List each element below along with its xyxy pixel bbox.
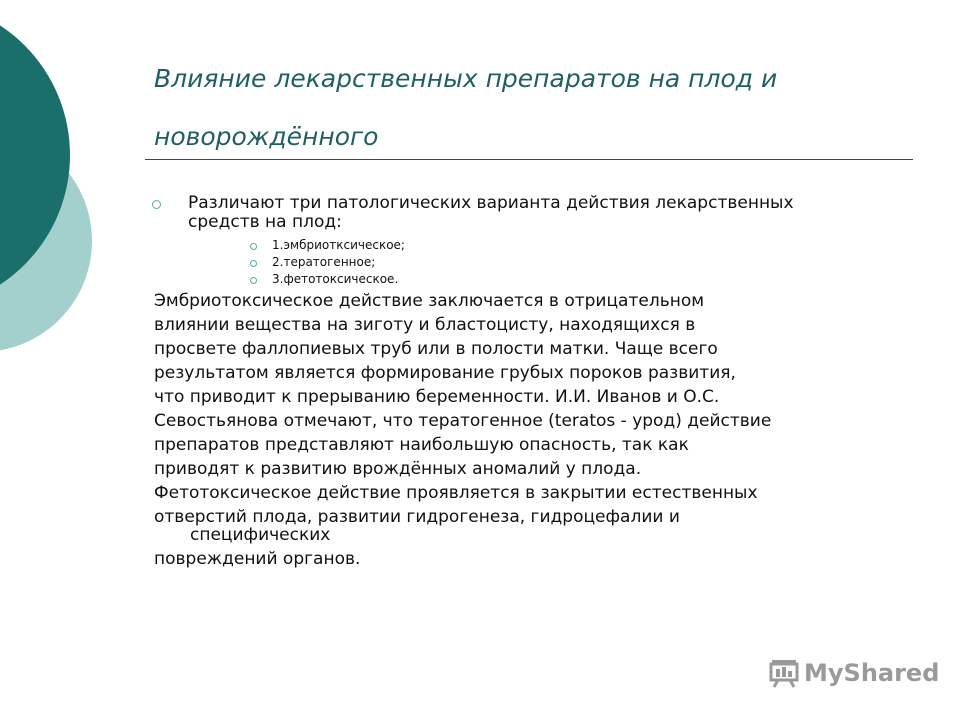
body-line: результатом является формирование грубых пороков развития,	[154, 363, 736, 383]
watermark-text: MyShared	[804, 659, 940, 687]
title-divider	[145, 159, 913, 160]
body-line: влиянии вещества на зиготу и бластоцисту, находящихся в	[154, 315, 696, 335]
body-line: что приводит к прерыванию беременности. И.И. Иванов и О.С.	[154, 387, 720, 407]
bullet-line-1: Различают три патологических варианта действия лекарственных	[188, 193, 794, 213]
body-line: отверстий плода, развитии гидрогенеза, гидроцефалии и	[154, 507, 680, 527]
body-line-wrapped	[154, 505, 914, 547]
title-line-2: новорождённого	[154, 122, 379, 151]
sub-bullet-item	[250, 271, 405, 288]
sub-bullet-ring-icon	[250, 260, 257, 267]
sub-bullet-item	[250, 237, 405, 254]
body-line: Эмбриотоксическое действие заключается в отрицательном	[154, 291, 705, 311]
sub-bullet-list	[250, 237, 405, 288]
sub-bullet-text: 2.тератогенное;	[272, 255, 376, 269]
sub-bullet-ring-icon	[250, 277, 257, 284]
body-line: специфических	[190, 525, 331, 545]
body-paragraph	[154, 289, 914, 571]
body-line: приводят к развитию врождённых аномалий у плода.	[154, 459, 642, 479]
body-line: препаратов представляют наибольшую опасность, так как	[154, 435, 689, 455]
sub-bullet-text: 3.фетотоксическое.	[272, 272, 399, 286]
sub-bullet-ring-icon	[250, 243, 257, 250]
presentation-board-icon	[768, 658, 800, 688]
slide-title	[154, 50, 914, 166]
sub-bullet-item	[250, 254, 405, 271]
sub-bullet-text: 1.эмбриотксическое;	[272, 238, 405, 252]
body-line: Фетотоксическое действие проявляется в закрытии естественных	[154, 483, 758, 503]
body-line: Севостьянова отмечают, что тератогенное (teratos - урод) действие	[154, 411, 772, 431]
body-line: повреждений органов.	[154, 549, 361, 569]
myshared-watermark	[768, 658, 939, 688]
title-line-1: Влияние лекарственных препаратов на плод и	[154, 64, 778, 93]
main-bullet-text	[188, 194, 898, 232]
bullet-ring-icon	[152, 200, 161, 209]
bullet-line-2: средств на плод:	[188, 212, 342, 232]
body-line: просвете фаллопиевых труб или в полости матки. Чаще всего	[154, 339, 718, 359]
